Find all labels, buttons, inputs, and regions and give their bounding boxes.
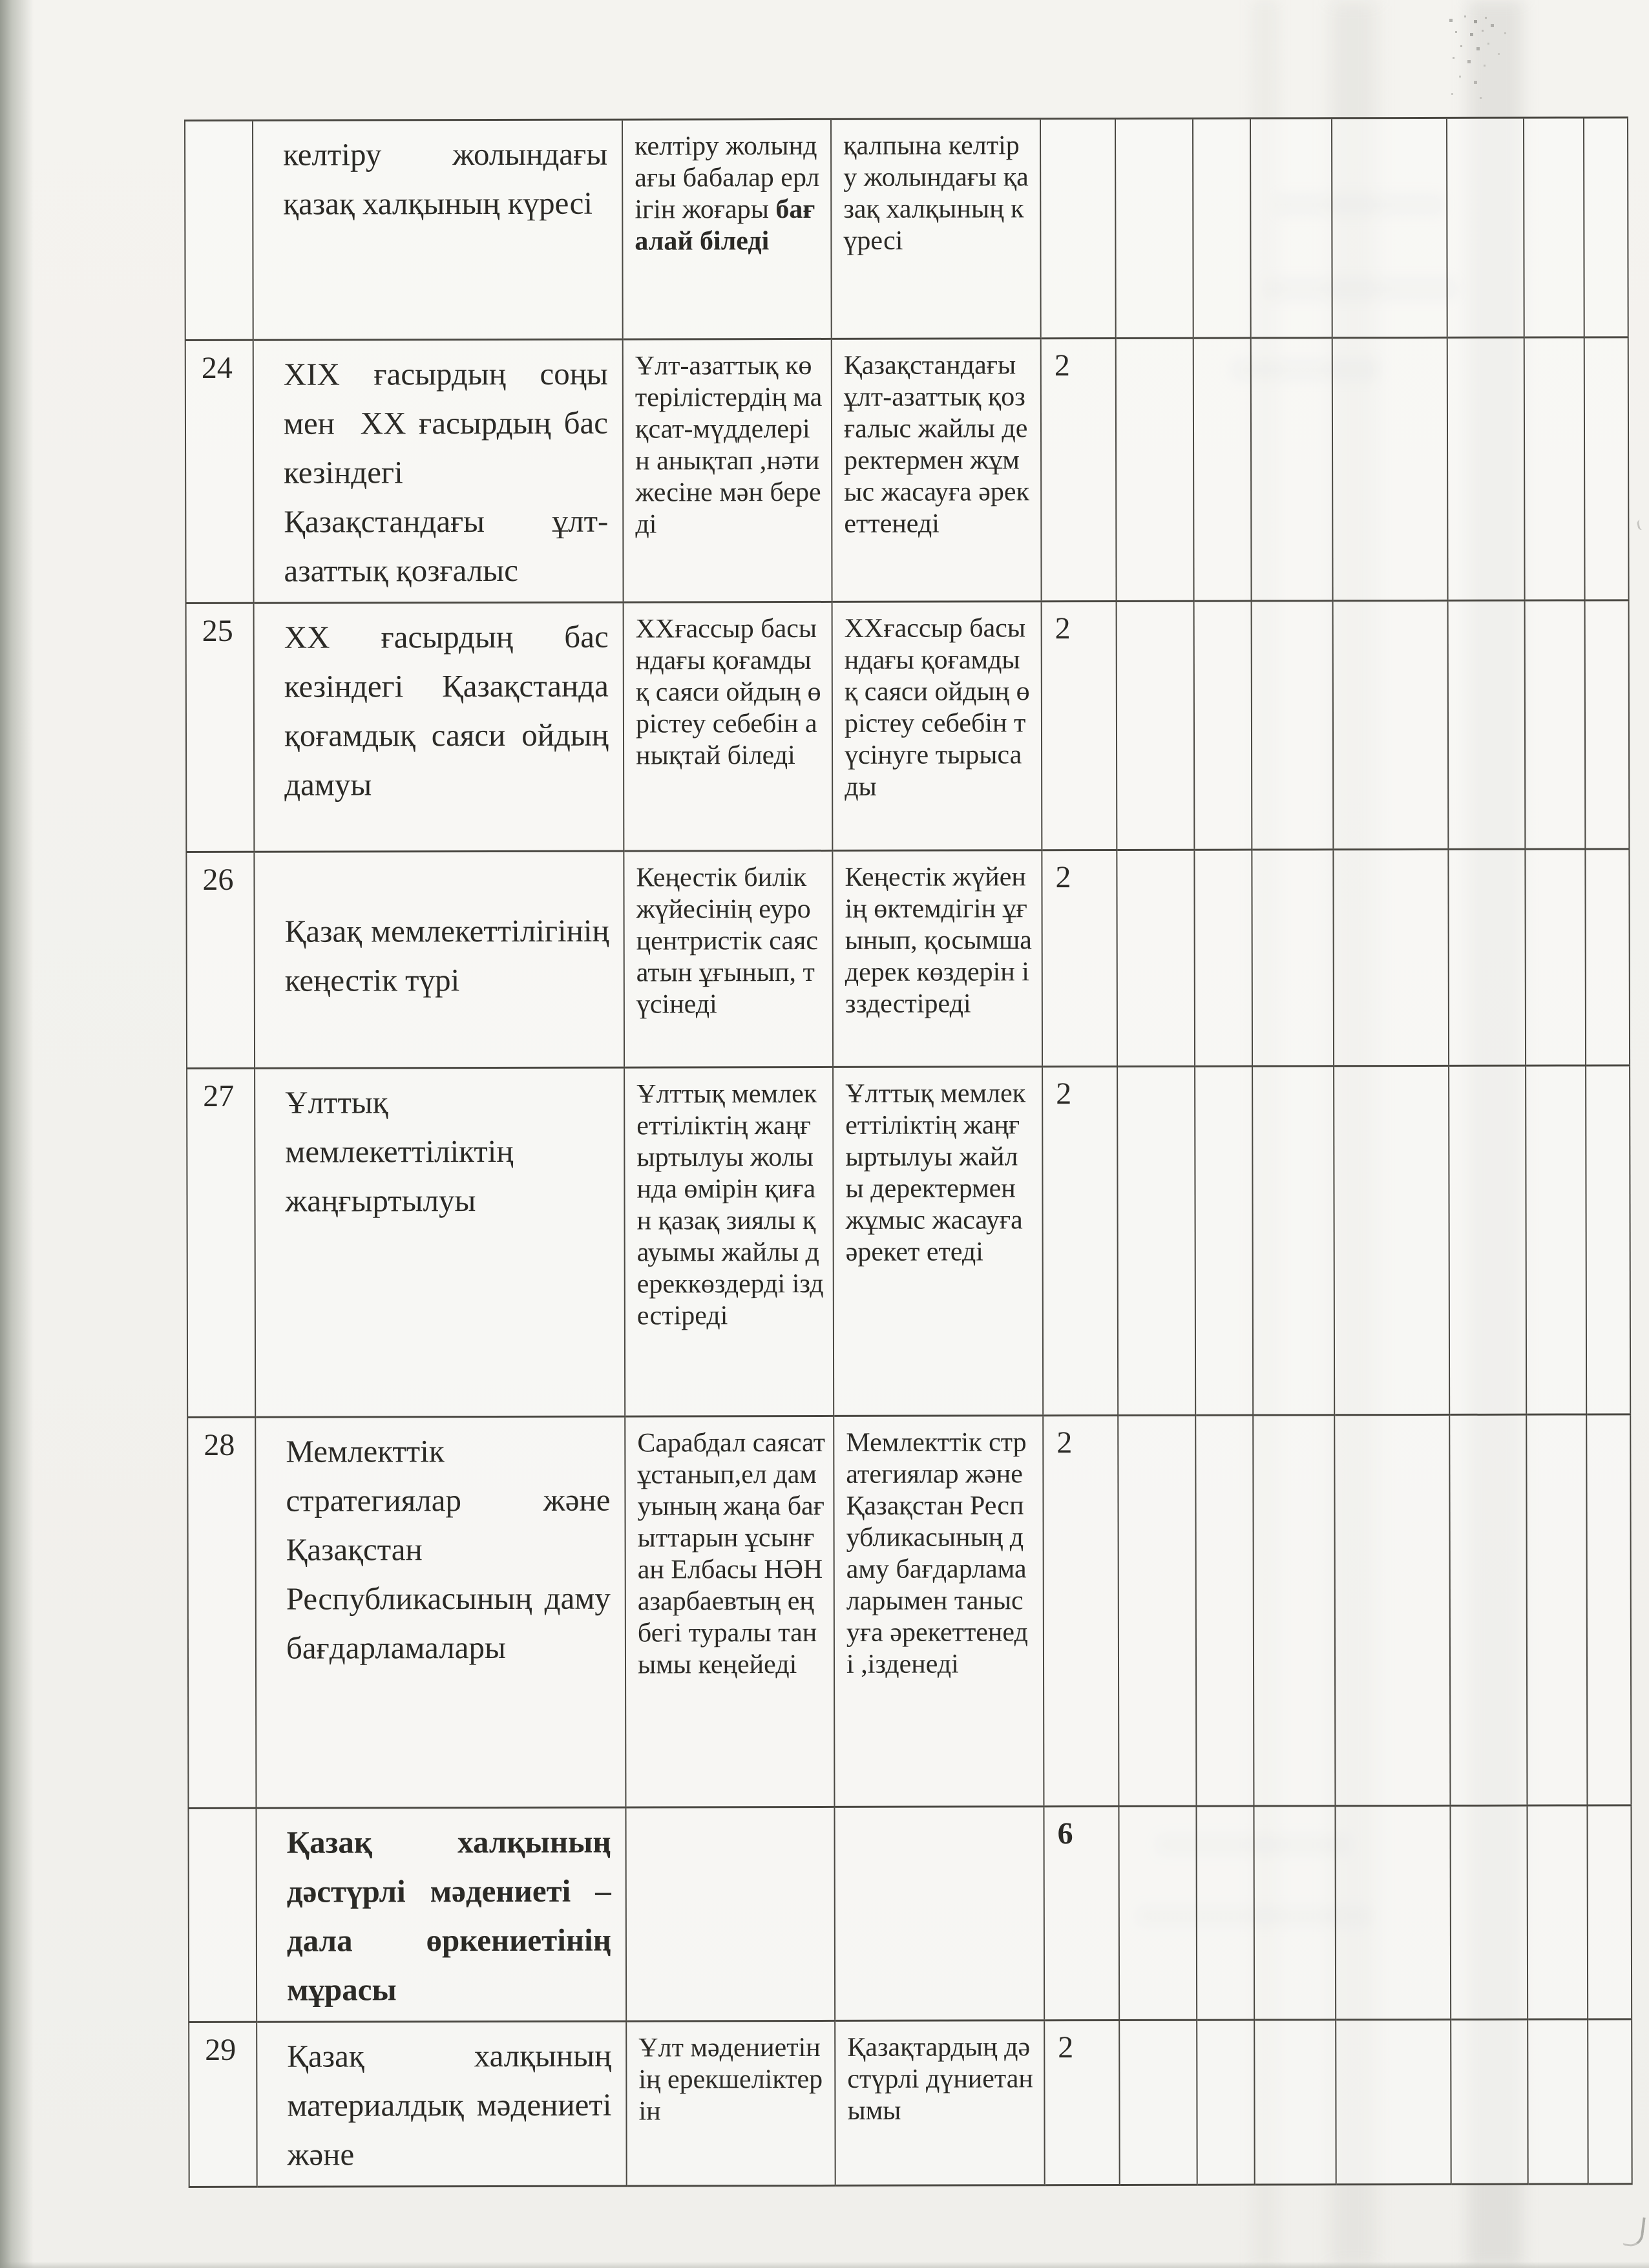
empty-cell bbox=[1524, 337, 1585, 600]
table-row-25 bbox=[186, 600, 1630, 852]
empty-cell bbox=[1332, 337, 1448, 600]
objective-cell bbox=[624, 850, 833, 1067]
result-cell bbox=[835, 2021, 1045, 2186]
objective-text: Ұлттық мемлекеттіліктің жаңғыртылуы жолында өмірін қиған қазақ зиялы қауымы жайлы дереккөздерді іздестіреді bbox=[636, 1078, 824, 1331]
empty-cell bbox=[1118, 1415, 1196, 1806]
empty-cell bbox=[1447, 337, 1525, 600]
topic-text: Қазақ халқының материалдық мәдениеті және bbox=[287, 2037, 612, 2172]
result-cell bbox=[832, 339, 1042, 602]
empty-cell bbox=[1194, 850, 1252, 1066]
hours-cell: 2 bbox=[1044, 2020, 1120, 2185]
empty-cell bbox=[1525, 849, 1586, 1066]
objective-text: Ұлт мәдениетінің ерекшеліктерін bbox=[638, 2032, 823, 2126]
topic-cell bbox=[255, 1067, 625, 1417]
table-wrapper bbox=[184, 116, 1633, 2188]
row-number-cell: 24 bbox=[185, 340, 254, 603]
empty-cell bbox=[1448, 600, 1526, 849]
objective-cell bbox=[623, 339, 832, 602]
empty-cell bbox=[1332, 118, 1447, 337]
empty-cell bbox=[1334, 1414, 1450, 1805]
topic-cell bbox=[253, 339, 624, 603]
result-cell bbox=[832, 850, 1042, 1067]
result-text: Қазақстандағы ұлт-азаттық қозғалыс жайлы деректермен жұмыс жасауға әрекеттенеді bbox=[843, 350, 1030, 539]
result-text: Ұлттық мемлекеттіліктің жаңғыртылуы жайлы деректермен жұмыс жасауға әрекет етеді bbox=[845, 1078, 1026, 1267]
empty-cell bbox=[1254, 2020, 1336, 2185]
empty-cell bbox=[1196, 1806, 1254, 2020]
row-number-cell: 29 bbox=[189, 2022, 257, 2187]
objective-text: Сарабдал саясат ұстанып,ел дамуының жаңа бағыттарын ұсынған Елбасы НӘНазарбаевтың еңбегі туралы танымы кеңейеді bbox=[637, 1427, 825, 1680]
empty-cell bbox=[1448, 849, 1526, 1066]
empty-cell bbox=[1195, 1415, 1254, 1806]
topic-cell bbox=[255, 1416, 625, 1808]
empty-cell bbox=[1527, 1805, 1588, 2019]
empty-cell bbox=[1333, 600, 1449, 849]
hours-cell: 2 bbox=[1042, 850, 1117, 1066]
objective-text-bold: бағалай біледі bbox=[635, 194, 815, 257]
table-row-24 bbox=[185, 337, 1629, 604]
table-body bbox=[185, 118, 1632, 2187]
empty-cell bbox=[1116, 338, 1194, 601]
empty-cell bbox=[1252, 1066, 1334, 1415]
row-number-cell: 26 bbox=[186, 852, 255, 1068]
result-text: Кеңестік жүйенің өктемдігін ұғынып, қосымша дерек көздерін ізздестіреді bbox=[845, 862, 1032, 1019]
empty-cell bbox=[1252, 601, 1334, 850]
topic-text: Ұлттық мемлекеттіліктің жаңғыртылуы bbox=[285, 1084, 514, 1219]
objective-text: Ұлт-азаттық көтерілістердің мақсат-мүдделерін анықтап ,нәтижесіне мән береді bbox=[635, 350, 823, 540]
empty-cell bbox=[1115, 118, 1193, 338]
empty-cell bbox=[1334, 1066, 1449, 1414]
row-number-cell: 28 bbox=[187, 1417, 256, 1808]
empty-cell bbox=[1586, 1066, 1630, 1414]
empty-cell bbox=[1524, 118, 1584, 337]
topic-text: келтіру жолындағы қазақ халқының күресі bbox=[283, 136, 608, 222]
empty-cell bbox=[1588, 2019, 1632, 2184]
topic-cell bbox=[254, 851, 624, 1068]
hours-cell: 2 bbox=[1043, 1415, 1119, 1806]
table-row-28 bbox=[187, 1414, 1631, 1809]
result-text: Қазақтардың дәстүрлі дүниетанымы bbox=[847, 2032, 1033, 2126]
table-row-27 bbox=[187, 1066, 1630, 1418]
empty-cell bbox=[1451, 2019, 1528, 2184]
hours-cell: 2 bbox=[1042, 601, 1117, 850]
hours-cell bbox=[1040, 118, 1116, 338]
empty-cell bbox=[1585, 600, 1630, 849]
empty-cell bbox=[1525, 600, 1586, 849]
empty-cell bbox=[1197, 2020, 1255, 2185]
empty-cell bbox=[1586, 1414, 1631, 1805]
empty-cell bbox=[1526, 1066, 1586, 1414]
empty-cell bbox=[1251, 338, 1333, 601]
row-number-cell: 27 bbox=[187, 1068, 255, 1417]
empty-cell bbox=[1528, 2019, 1588, 2184]
result-cell bbox=[831, 119, 1041, 339]
hours-cell: 6 bbox=[1044, 1806, 1119, 2020]
empty-cell bbox=[1336, 2019, 1451, 2184]
empty-cell bbox=[1584, 118, 1628, 337]
empty-cell bbox=[1449, 1066, 1526, 1414]
objective-text: Кеңестік билік жүйесінің еуроцентристік саясатын ұғынып, түсінеді bbox=[636, 862, 818, 1020]
empty-cell bbox=[1333, 849, 1449, 1066]
table-row-section-header bbox=[188, 1805, 1632, 2022]
empty-cell bbox=[1119, 2020, 1197, 2185]
empty-cell bbox=[1449, 1414, 1527, 1805]
empty-cell bbox=[1447, 118, 1524, 337]
hours-cell: 2 bbox=[1042, 1066, 1118, 1415]
empty-cell bbox=[1119, 1806, 1197, 2020]
empty-cell bbox=[1193, 118, 1251, 338]
empty-cell bbox=[1194, 601, 1252, 850]
objective-cell bbox=[625, 1416, 834, 1807]
pencil-mark bbox=[1636, 519, 1646, 530]
empty-cell bbox=[1450, 1805, 1528, 2019]
row-number-cell: 25 bbox=[186, 603, 255, 852]
hours-cell: 2 bbox=[1041, 338, 1117, 601]
empty-cell bbox=[1250, 118, 1332, 338]
curriculum-table bbox=[184, 116, 1633, 2188]
empty-cell bbox=[1526, 1414, 1587, 1805]
section-title-cell bbox=[256, 1807, 626, 2022]
scan-left-edge-shadow bbox=[0, 0, 34, 2268]
table-row-29 bbox=[189, 2019, 1632, 2187]
result-cell bbox=[832, 602, 1042, 851]
result-text: қалпына келтіру жолындағы қазақ халқының күресі bbox=[843, 131, 1029, 256]
result-cell bbox=[834, 1416, 1044, 1807]
empty-cell bbox=[1584, 337, 1629, 600]
row-number-cell bbox=[188, 1808, 257, 2022]
objective-cell bbox=[626, 2021, 835, 2186]
topic-text: ХІХ ғасырдың соңы мен ХХ ғасырдың бас кезіндегі Қазақстандағы ұлт-азаттық қозғалыс bbox=[283, 355, 609, 589]
pencil-mark bbox=[1623, 2215, 1646, 2247]
table-row-26 bbox=[186, 849, 1630, 1069]
result-cell bbox=[833, 1067, 1043, 1416]
empty-cell bbox=[1335, 1805, 1451, 2019]
section-title-text: Қазақ халқының дәстүрлі мәдениеті – дала өркениетінің мұрасы bbox=[286, 1823, 611, 2008]
empty-cell bbox=[1117, 1066, 1195, 1415]
objective-cell bbox=[624, 602, 833, 851]
objective-text: келтіру жолындағы бабалар ерлігін жоғары bbox=[635, 131, 820, 225]
objective-cell bbox=[624, 1067, 834, 1416]
empty-cell bbox=[1117, 850, 1195, 1066]
result-cell bbox=[834, 1807, 1044, 2021]
topic-text: Қазақ мемлекеттілігінің кеңестік түрі bbox=[284, 912, 609, 998]
empty-cell bbox=[1587, 1805, 1632, 2019]
topic-cell bbox=[253, 120, 623, 340]
empty-cell bbox=[1253, 1415, 1335, 1806]
scan-bottom-edge-shadow bbox=[0, 2262, 1649, 2268]
empty-cell bbox=[1254, 1806, 1336, 2020]
empty-cell bbox=[1117, 601, 1195, 850]
objective-cell bbox=[622, 119, 832, 339]
row-number-cell bbox=[185, 120, 253, 340]
result-text: ХХғассыр басындағы қоғамдық саяси ойдың өрістеу себебін түсінуге тырысады bbox=[844, 613, 1030, 802]
topic-cell bbox=[257, 2021, 627, 2187]
empty-cell bbox=[1193, 338, 1252, 601]
topic-cell bbox=[254, 602, 624, 852]
scan-speckle-patch bbox=[1446, 14, 1448, 16]
topic-text: ХХ ғасырдың бас кезіндегі Қазақстанда қоғамдық саяси ойдың дамуы bbox=[284, 618, 609, 803]
objective-text: ХХғассыр басындағы қоғамдық саяси ойдың өрістеу себебін анықтай біледі bbox=[635, 613, 821, 771]
result-text: Мемлекттік стратегиялар және Қазақстан Республикасының даму бағдарламаларымен танысуға әрекеттенеді ,ізденеді bbox=[846, 1427, 1028, 1679]
empty-cell bbox=[1585, 849, 1630, 1066]
objective-cell bbox=[625, 1807, 835, 2021]
table-row-continuation bbox=[185, 118, 1628, 341]
empty-cell bbox=[1252, 850, 1334, 1066]
empty-cell bbox=[1195, 1066, 1253, 1415]
topic-text: Мемлекттік стратегиялар және Қазақстан Республикасының даму бағдарламалары bbox=[286, 1433, 611, 1666]
